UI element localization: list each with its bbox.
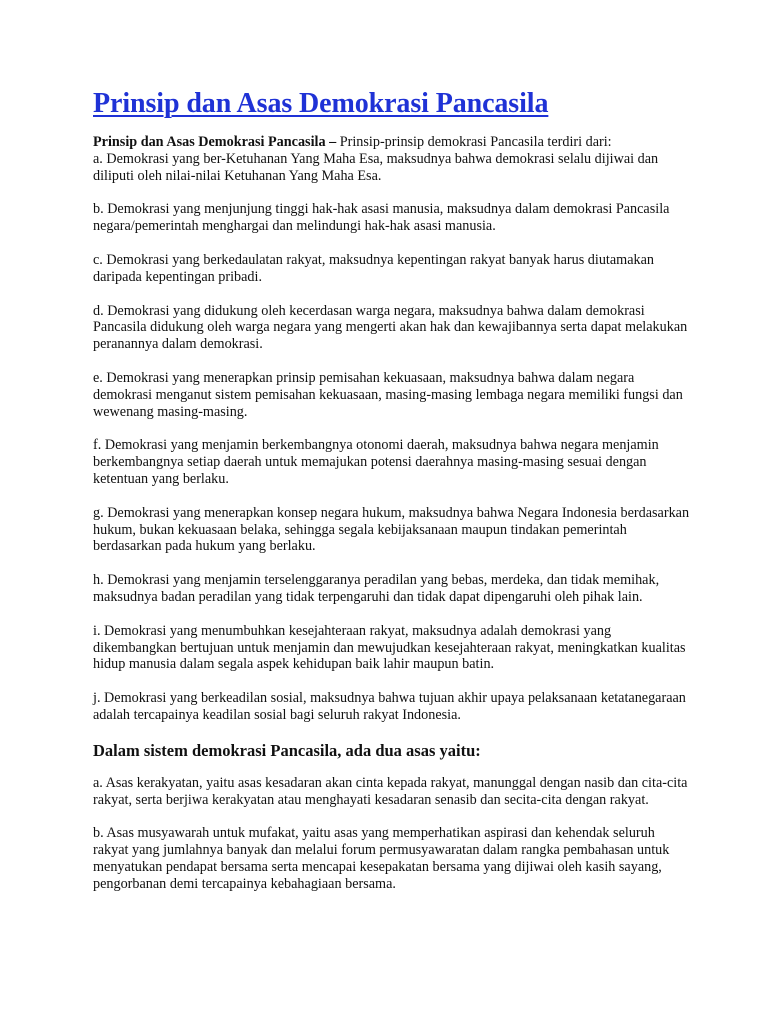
intro-text: Prinsip-prinsip demokrasi Pancasila terdiri dari: xyxy=(336,134,612,150)
principle-j: j. Demokrasi yang berkeadilan sosial, maksudnya bahwa tujuan akhir upaya pelaksanaan ketatanegaraan adalah tercapainya keadilan sosial bagi seluruh rakyat Indonesia. xyxy=(93,690,686,723)
principle-b: b. Demokrasi yang menjunjung tinggi hak-hak asasi manusia, maksudnya dalam demokrasi Pancasila negara/pemerintah menghargai dan melindungi hak-hak asasi manusia. xyxy=(93,201,670,235)
principle-e: e. Demokrasi yang menerapkan prinsip pemisahan kekuasaan, maksudnya bahwa dalam negara demokrasi menganut sistem pemisahan kekuasaan, masing-masing lembaga negara memiliki fungsi dan wewenang masing-masing. xyxy=(93,369,683,420)
principle-c: c. Demokrasi yang berkedaulatan rakyat, maksudnya kepentingan rakyat banyak harus diutamakan daripada kepentingan pribadi. xyxy=(93,251,654,285)
page-title xyxy=(93,84,693,124)
principle-f: f. Demokrasi yang menjamin berkembangnya otonomi daerah, maksudnya bahwa negara menjamin berkembangnya setiap daerah untuk memajukan potensi daerahnya masing-masing sesuai dengan ketentuan yang berlaku. xyxy=(93,437,659,487)
asas-musyawarah: b. Asas musyawarah untuk mufakat, yaitu asas yang memperhatikan aspirasi dan kehendak seluruh rakyat yang jumlahnya banyak dan melalui forum permusyawaratan dalam rangka pembahasan untuk menyatukan pendapat bersama serta mencapai kesepakatan bersama yang dijiwai oleh kasih sayang, pengorbanan demi tercapainya kebahagiaan bersama. xyxy=(93,825,670,892)
principle-d: d. Demokrasi yang didukung oleh kecerdasan warga negara, maksudnya bahwa dalam demokrasi Pancasila didukung oleh warga negara yang mengerti akan hak dan kewajibannya serta dapat melakukan peranannya dalam demokrasi. xyxy=(93,302,688,353)
principle-g: g. Demokrasi yang menerapkan konsep negara hukum, maksudnya bahwa Negara Indonesia berdasarkan hukum, bukan kekuasaan belaka, sehingga segala kebijaksanaan maupun tindakan pemerintah berdasarkan pada hukum yang berlaku. xyxy=(93,504,690,555)
principle-a: a. Demokrasi yang ber-Ketuhanan Yang Maha Esa, maksudnya bahwa demokrasi selalu dijiwai dan diliputi oleh nilai-nilai Ketuhanan Yang Maha Esa. xyxy=(93,150,659,184)
principle-i: i. Demokrasi yang menumbuhkan kesejahteraan rakyat, maksudnya adalah demokrasi yang dikembangkan bertujuan untuk menjamin dan mewujudkan kesejahteraan rakyat, meningkatkan kualitas hidup manusia dalam segala aspek kehidupan baik lahir maupun batin. xyxy=(93,622,686,673)
principle-h: h. Demokrasi yang menjamin terselenggaranya peradilan yang bebas, merdeka, dan tidak memihak, maksudnya badan peradilan yang tidak terpengaruhi dan tidak dapat dipengaruhi oleh pihak lain. xyxy=(93,572,660,605)
asas-kerakyatan: a. Asas kerakyatan, yaitu asas kesadaran akan cinta kepada rakyat, manunggal dengan nasib dan cita-cita rakyat, serta berjiwa kerakyatan atau menghayati kesadaran senasib dan secita-cita dengan rakyat. xyxy=(93,774,688,808)
asas-heading: Dalam sistem demokrasi Pancasila, ada dua asas yaitu: xyxy=(93,740,481,760)
intro-paragraph xyxy=(93,134,693,184)
document-page xyxy=(93,84,693,893)
intro-lead: Prinsip dan Asas Demokrasi Pancasila – xyxy=(93,134,337,150)
title-link[interactable]: Prinsip dan Asas Demokrasi Pancasila xyxy=(93,88,549,119)
